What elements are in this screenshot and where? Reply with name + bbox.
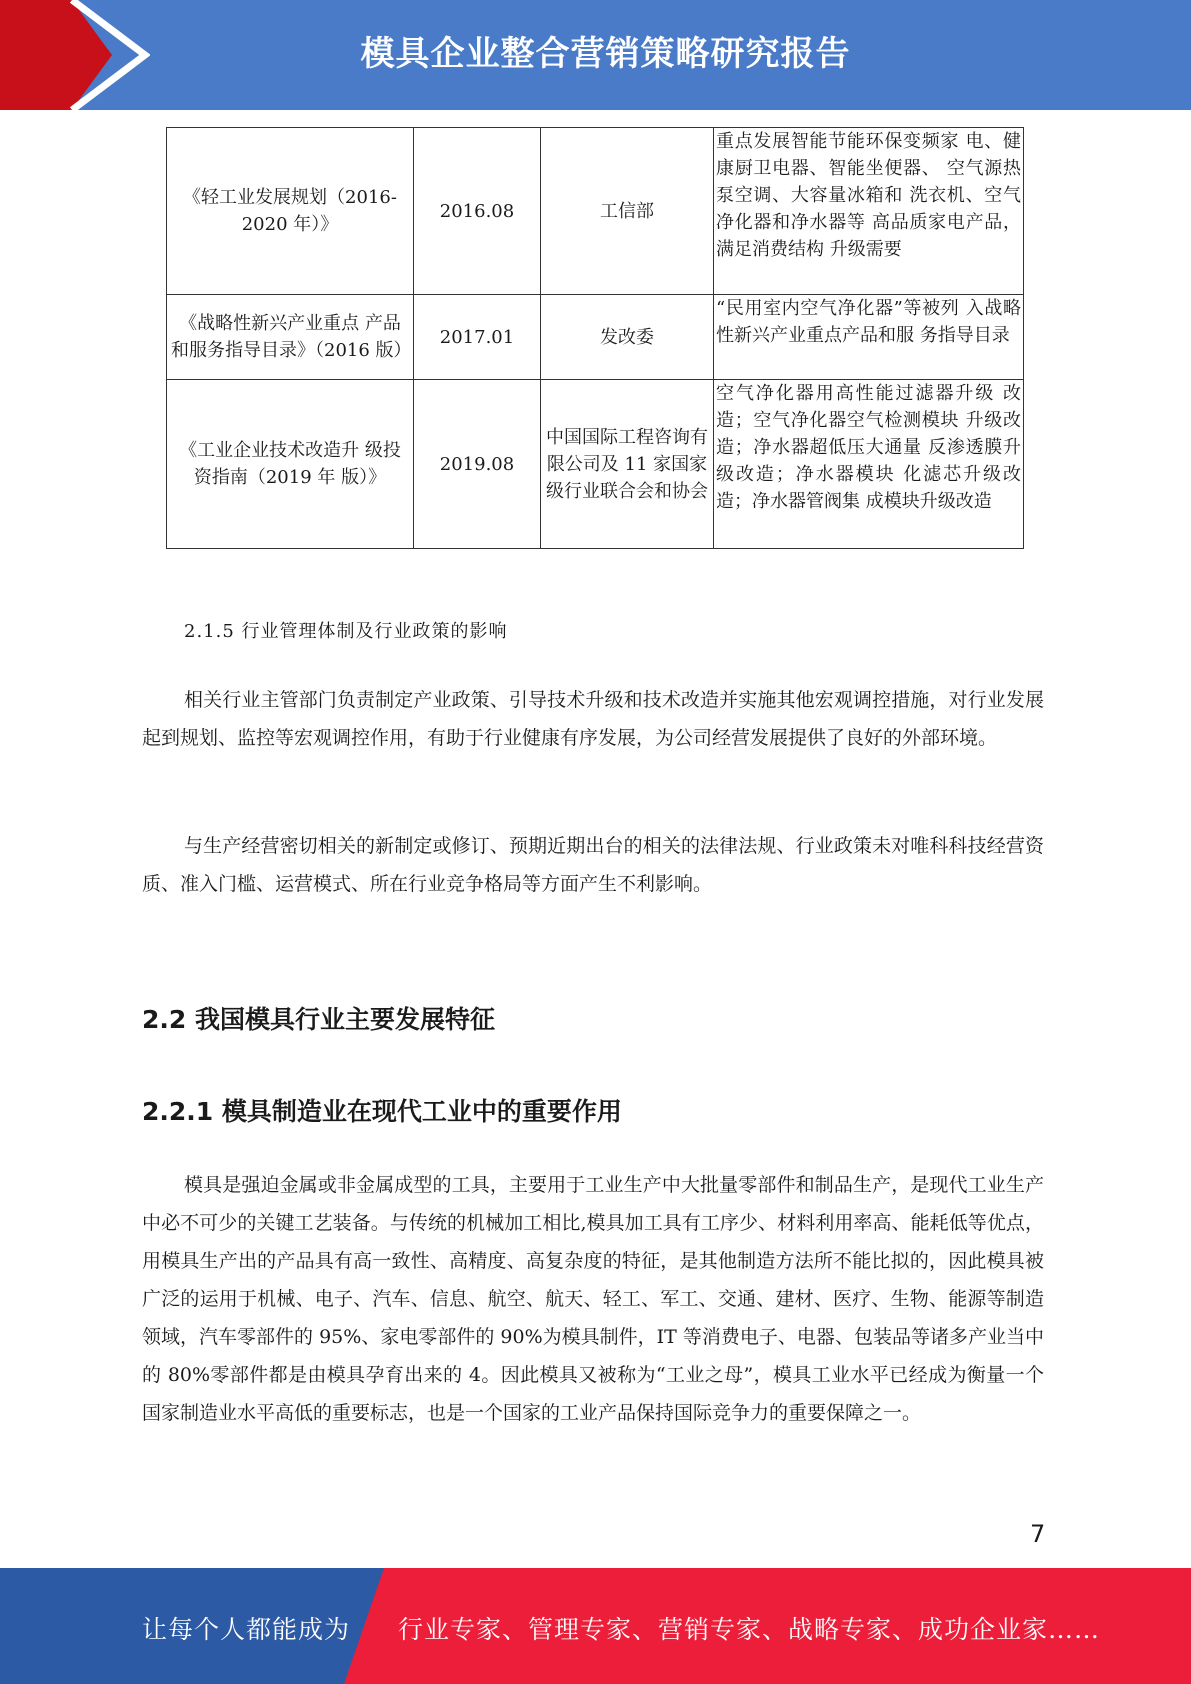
table-row: [167, 128, 1024, 295]
page-footer: [0, 1568, 1191, 1684]
policy-date: 2016.08: [414, 128, 541, 295]
policy-name: 《轻工业发展规划（2016-2020 年）》: [167, 128, 414, 295]
table-row: [167, 295, 1024, 380]
policy-department: 中国国际工程咨询有限公司及 11 家国家级行业联合会和协会: [541, 380, 714, 549]
policy-table: [166, 127, 1024, 549]
page-header: [0, 0, 1191, 110]
policy-name: 《工业企业技术改造升 级投资指南（2019 年 版）》: [167, 380, 414, 549]
report-title: 模具企业整合营销策略研究报告: [360, 34, 851, 74]
footer-slogan-left: 让每个人都能成为: [142, 1615, 351, 1644]
policy-department: 工信部: [541, 128, 714, 295]
table-row: [167, 380, 1024, 549]
policy-department: 发改委: [541, 295, 714, 380]
policy-content: “民用室内空气净化器”等被列 入战略性新兴产业重点产品和服 务指导目录: [714, 295, 1024, 380]
policy-date: 2017.01: [414, 295, 541, 380]
paragraph: 与生产经营密切相关的新制定或修订、预期近期出台的相关的法律法规、行业政策未对唯科科技经营资质、准入门槛、运营模式、所在行业竞争格局等方面产生不利影响。: [142, 835, 1044, 895]
policy-content: 重点发展智能节能环保变频家 电、健康厨卫电器、智能坐便器、 空气源热泵空调、大容量冰箱和 洗衣机、空气净化器和净水器等 高品质家电产品，满足消费结构 升级需要: [714, 128, 1024, 295]
page-number: 7: [1030, 1520, 1046, 1548]
footer-slogan-right: 行业专家、管理专家、营销专家、战略专家、成功企业家……: [398, 1615, 1101, 1644]
policy-date: 2019.08: [414, 380, 541, 549]
policy-name: 《战略性新兴产业重点 产品和服务指导目录》（2016 版）: [167, 295, 414, 380]
section-heading: 2.2 我国模具行业主要发展特征: [142, 1005, 495, 1034]
policy-content: 空气净化器用高性能过滤器升级 改造；空气净化器空气检测模块 升级改造；净水器超低压大通量 反渗透膜升级改造；净水器模块 化滤芯升级改造；净水器管阀集 成模块升级改造: [714, 380, 1024, 549]
subsection-heading: 2.2.1 模具制造业在现代工业中的重要作用: [142, 1097, 622, 1126]
paragraph: 模具是强迫金属或非金属成型的工具，主要用于工业生产中大批量零部件和制品生产，是现代工业生产中必不可少的关键工艺装备。与传统的机械加工相比,模具加工具有工序少、材料利用率高、能耗低等优点，用模具生产出的产品具有高一致性、高精度、高复杂度的特征，是其他制造方法所不能比拟的，因此模具被广泛的运用于机械、电子、汽车、信息、航空、航天、轻工、军工、交通、建材、医疗、生物、能源等制造领域，汽车零部件的 95%、家电零部件的 90%为模具制件，IT 等消费电子、电器、包装品等诸多产业当中的 80%零部件都是由模具孕育出来的 4。因此模具又被称为“工业之母”，模具工业水平已经成为衡量一个国家制造业水平高低的重要标志，也是一个国家的工业产品保持国际竞争力的重要保障之一。: [142, 1174, 1044, 1424]
paragraph: 相关行业主管部门负责制定产业政策、引导技术升级和技术改造并实施其他宏观调控措施，对行业发展起到规划、监控等宏观调控作用，有助于行业健康有序发展，为公司经营发展提供了良好的外部环境。: [142, 689, 1044, 749]
subsection-heading: 2.1.5 行业管理体制及行业政策的影响: [184, 621, 508, 642]
